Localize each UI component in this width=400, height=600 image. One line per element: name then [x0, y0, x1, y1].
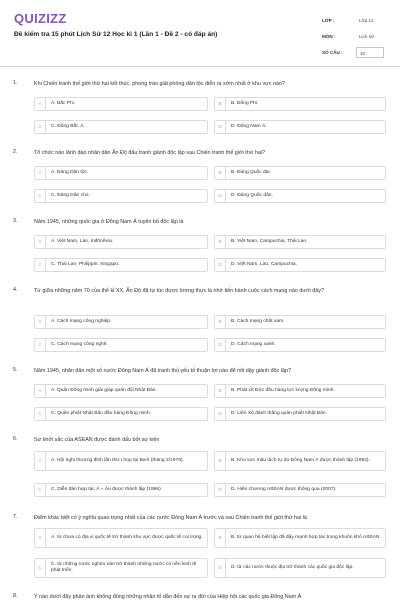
option-b[interactable] — [214, 235, 386, 249]
option-c[interactable] — [34, 120, 208, 134]
option-text: C. Thái Lan, Philippin, Xingapo. — [51, 261, 120, 267]
option-letter: A — [35, 236, 46, 248]
option-a[interactable] — [34, 384, 208, 398]
option-c[interactable] — [34, 338, 208, 352]
option-b[interactable] — [214, 528, 386, 548]
question-number: 4. — [13, 287, 18, 293]
option-text: B. Khu vực mậu dịch tự do Đông Nam Á được thành lập (1992). — [231, 457, 370, 463]
quiz-header — [0, 0, 400, 62]
option-a[interactable] — [34, 528, 208, 548]
option-letter: C — [35, 559, 46, 577]
question-text: Khi Chiến tranh thế giới thứ hai kết thúc, phong trào giải phóng dân tộc diễn ra sớm nhất ở khu vực nào? — [34, 81, 285, 87]
option-a[interactable] — [34, 166, 208, 180]
option-text: A. Hội nghị thượng đỉnh lần thứ I họp tại Ba-li (tháng 2/1976). — [51, 457, 184, 463]
option-b[interactable] — [214, 166, 386, 180]
header-divider — [0, 66, 400, 67]
option-letter: D — [215, 408, 226, 420]
option-letter: B — [215, 316, 226, 328]
option-letter: C — [35, 121, 46, 133]
meta-value-count: 10 — [356, 47, 384, 58]
option-text: B. Cách mạng chất xám. — [231, 318, 285, 324]
page-title: Đề kiểm tra 15 phút Lịch Sử 12 Học kì 1 (Lần 1 - Đề 2 - có đáp án) — [14, 31, 218, 38]
question-text: Năm 1945, nhân dân một số nước Đông Nam Á đã tranh thủ yếu tố thuận lợi nào để nổi dậy giành độc lập? — [34, 368, 292, 374]
option-c[interactable] — [34, 558, 208, 578]
option-text: D. Cách mạng xanh. — [231, 341, 276, 347]
option-text: A. từ chưa có địa vị quốc tế trở thành khu vực được quốc tế coi trọng. — [51, 534, 203, 540]
option-text: B. Đảng Quốc đại. — [231, 169, 271, 175]
option-a[interactable] — [34, 97, 208, 111]
question-text: Điểm khác biệt có ý nghĩa quan trọng nhất của các nước Đông Nam Á trước và sau Chiến tranh thế giới thứ hai là — [34, 515, 307, 521]
option-letter: C — [35, 484, 46, 496]
option-d[interactable] — [214, 558, 386, 578]
option-letter: D — [215, 484, 226, 496]
option-text: D. Hiến chương ASEAN được thông qua (2007). — [231, 486, 337, 492]
option-letter: C — [35, 408, 46, 420]
question-number: 1. — [13, 80, 18, 86]
option-letter: C — [35, 259, 46, 271]
question-number: 7. — [13, 514, 18, 520]
option-letter: A — [35, 452, 46, 470]
option-text: D. Đảng Quốc dân. — [231, 192, 273, 198]
meta-label-class: LỚP : — [322, 18, 335, 23]
option-letter: B — [215, 385, 226, 397]
option-text: B. Phát xít Đức đầu hàng lực lượng Đồng minh. — [231, 387, 335, 393]
option-letter: A — [35, 529, 46, 547]
option-text: D. Việt Nam, Lào, Campuchia. — [231, 261, 297, 267]
option-b[interactable] — [214, 451, 386, 471]
option-letter: A — [35, 385, 46, 397]
option-a[interactable] — [34, 451, 208, 471]
option-text: C. từ những nước nghèo nàn trở thành những nước có nền kinh tế phát triển. — [51, 561, 197, 573]
option-text: D. Liên Xô đánh thắng quân phiệt Nhật Bản. — [231, 410, 327, 416]
question-number: 8. — [13, 593, 18, 599]
option-text: D. Đông Nam Á. — [231, 123, 267, 129]
option-letter: D — [215, 339, 226, 351]
option-letter: A — [35, 167, 46, 179]
option-text: C. Đảng Dân chủ. — [51, 192, 90, 198]
option-text: A. Bắc Phi. — [51, 100, 76, 106]
meta-label-subject: MÔN : — [322, 34, 336, 39]
option-text: C. Diễn đàn hợp tác Á – Âu được thành lập (1996) — [51, 486, 161, 492]
question-text: Năm 1945, những quốc gia ở Đông Nam Á tuyên bố độc lập là — [34, 219, 184, 225]
meta-value-subject: Lịch sử — [359, 34, 375, 39]
option-letter: D — [215, 121, 226, 133]
option-c[interactable] — [34, 483, 208, 497]
option-letter: D — [215, 190, 226, 202]
quiz-meta — [322, 13, 386, 61]
quizizz-logo: QUIZIZZ — [14, 11, 67, 26]
option-d[interactable] — [214, 483, 386, 497]
option-letter: C — [35, 190, 46, 202]
option-d[interactable] — [214, 338, 386, 352]
question-text: Ý nào dưới đây phản ánh không đúng những nhân tố dẫn đến sự ra đời của Hiệp hội các quốc gia Đông Nam Á — [34, 594, 302, 600]
option-letter: B — [215, 167, 226, 179]
option-text: C. Cách mạng công nghệ. — [51, 341, 108, 347]
option-text: A. Đảng Dân tộc. — [51, 169, 89, 175]
option-letter: B — [215, 529, 226, 547]
option-letter: D — [215, 259, 226, 271]
option-d[interactable] — [214, 407, 386, 421]
option-text: A. Cách mạng công nghiệp. — [51, 318, 112, 324]
option-text: A. Việt Nam, Lào, Inđônêxia. — [51, 238, 114, 244]
option-letter: D — [215, 559, 226, 577]
option-a[interactable] — [34, 315, 208, 329]
option-c[interactable] — [34, 407, 208, 421]
option-letter: A — [35, 316, 46, 328]
option-b[interactable] — [214, 315, 386, 329]
option-b[interactable] — [214, 97, 386, 111]
option-letter: B — [215, 452, 226, 470]
option-letter: A — [35, 98, 46, 110]
meta-value-class: Lớp 12 — [359, 18, 374, 23]
option-text: B. từ quan hệ biệt lập đã đẩy mạnh hợp tác trong khuôn khổ ASEAN. — [231, 534, 381, 540]
option-d[interactable] — [214, 258, 386, 272]
option-letter: C — [35, 339, 46, 351]
option-letter: B — [215, 236, 226, 248]
option-text: C. Đông Bắc Á. — [51, 123, 85, 129]
option-a[interactable] — [34, 235, 208, 249]
question-text: Sự khởi sắc của ASEAN được đánh dấu bởi sự kiện — [34, 437, 160, 443]
option-b[interactable] — [214, 384, 386, 398]
option-text: B. Việt Nam, Campuchia, Thái Lan. — [231, 238, 308, 244]
meta-row-class — [322, 13, 386, 28]
option-letter: B — [215, 98, 226, 110]
meta-row-subject — [322, 29, 386, 44]
option-text: B. Đông Phi. — [231, 100, 259, 106]
option-c[interactable] — [34, 189, 208, 203]
option-text: A. Quân Đồng minh giải giáp quân đội Nhật Bản. — [51, 387, 157, 393]
option-d[interactable] — [214, 189, 386, 203]
option-text: C. Quân phiệt Nhật Bản đầu hàng Đồng minh. — [51, 410, 152, 416]
question-number: 2. — [13, 149, 18, 155]
question-text: Từ giữa những năm 70 của thế kỉ XX, Ấn Độ đã tự túc được lương thực là nhờ tiến hành cuộc cách mạng nào dưới đây? — [34, 288, 324, 294]
question-text: Tổ chức nào lãnh đạo nhân dân Ấn Độ đấu tranh giành độc lập sau Chiến tranh thế giới thứ hai? — [34, 150, 266, 156]
meta-label-count: SỐ CÂU : — [322, 50, 343, 55]
meta-row-count — [322, 45, 386, 60]
question-number: 6. — [13, 436, 18, 442]
option-text: D. từ các nước thuộc địa trở thành các quốc gia độc lập. — [231, 564, 354, 570]
option-d[interactable] — [214, 120, 386, 134]
question-number: 3. — [13, 218, 18, 224]
question-number: 5. — [13, 367, 18, 373]
option-c[interactable] — [34, 258, 208, 272]
